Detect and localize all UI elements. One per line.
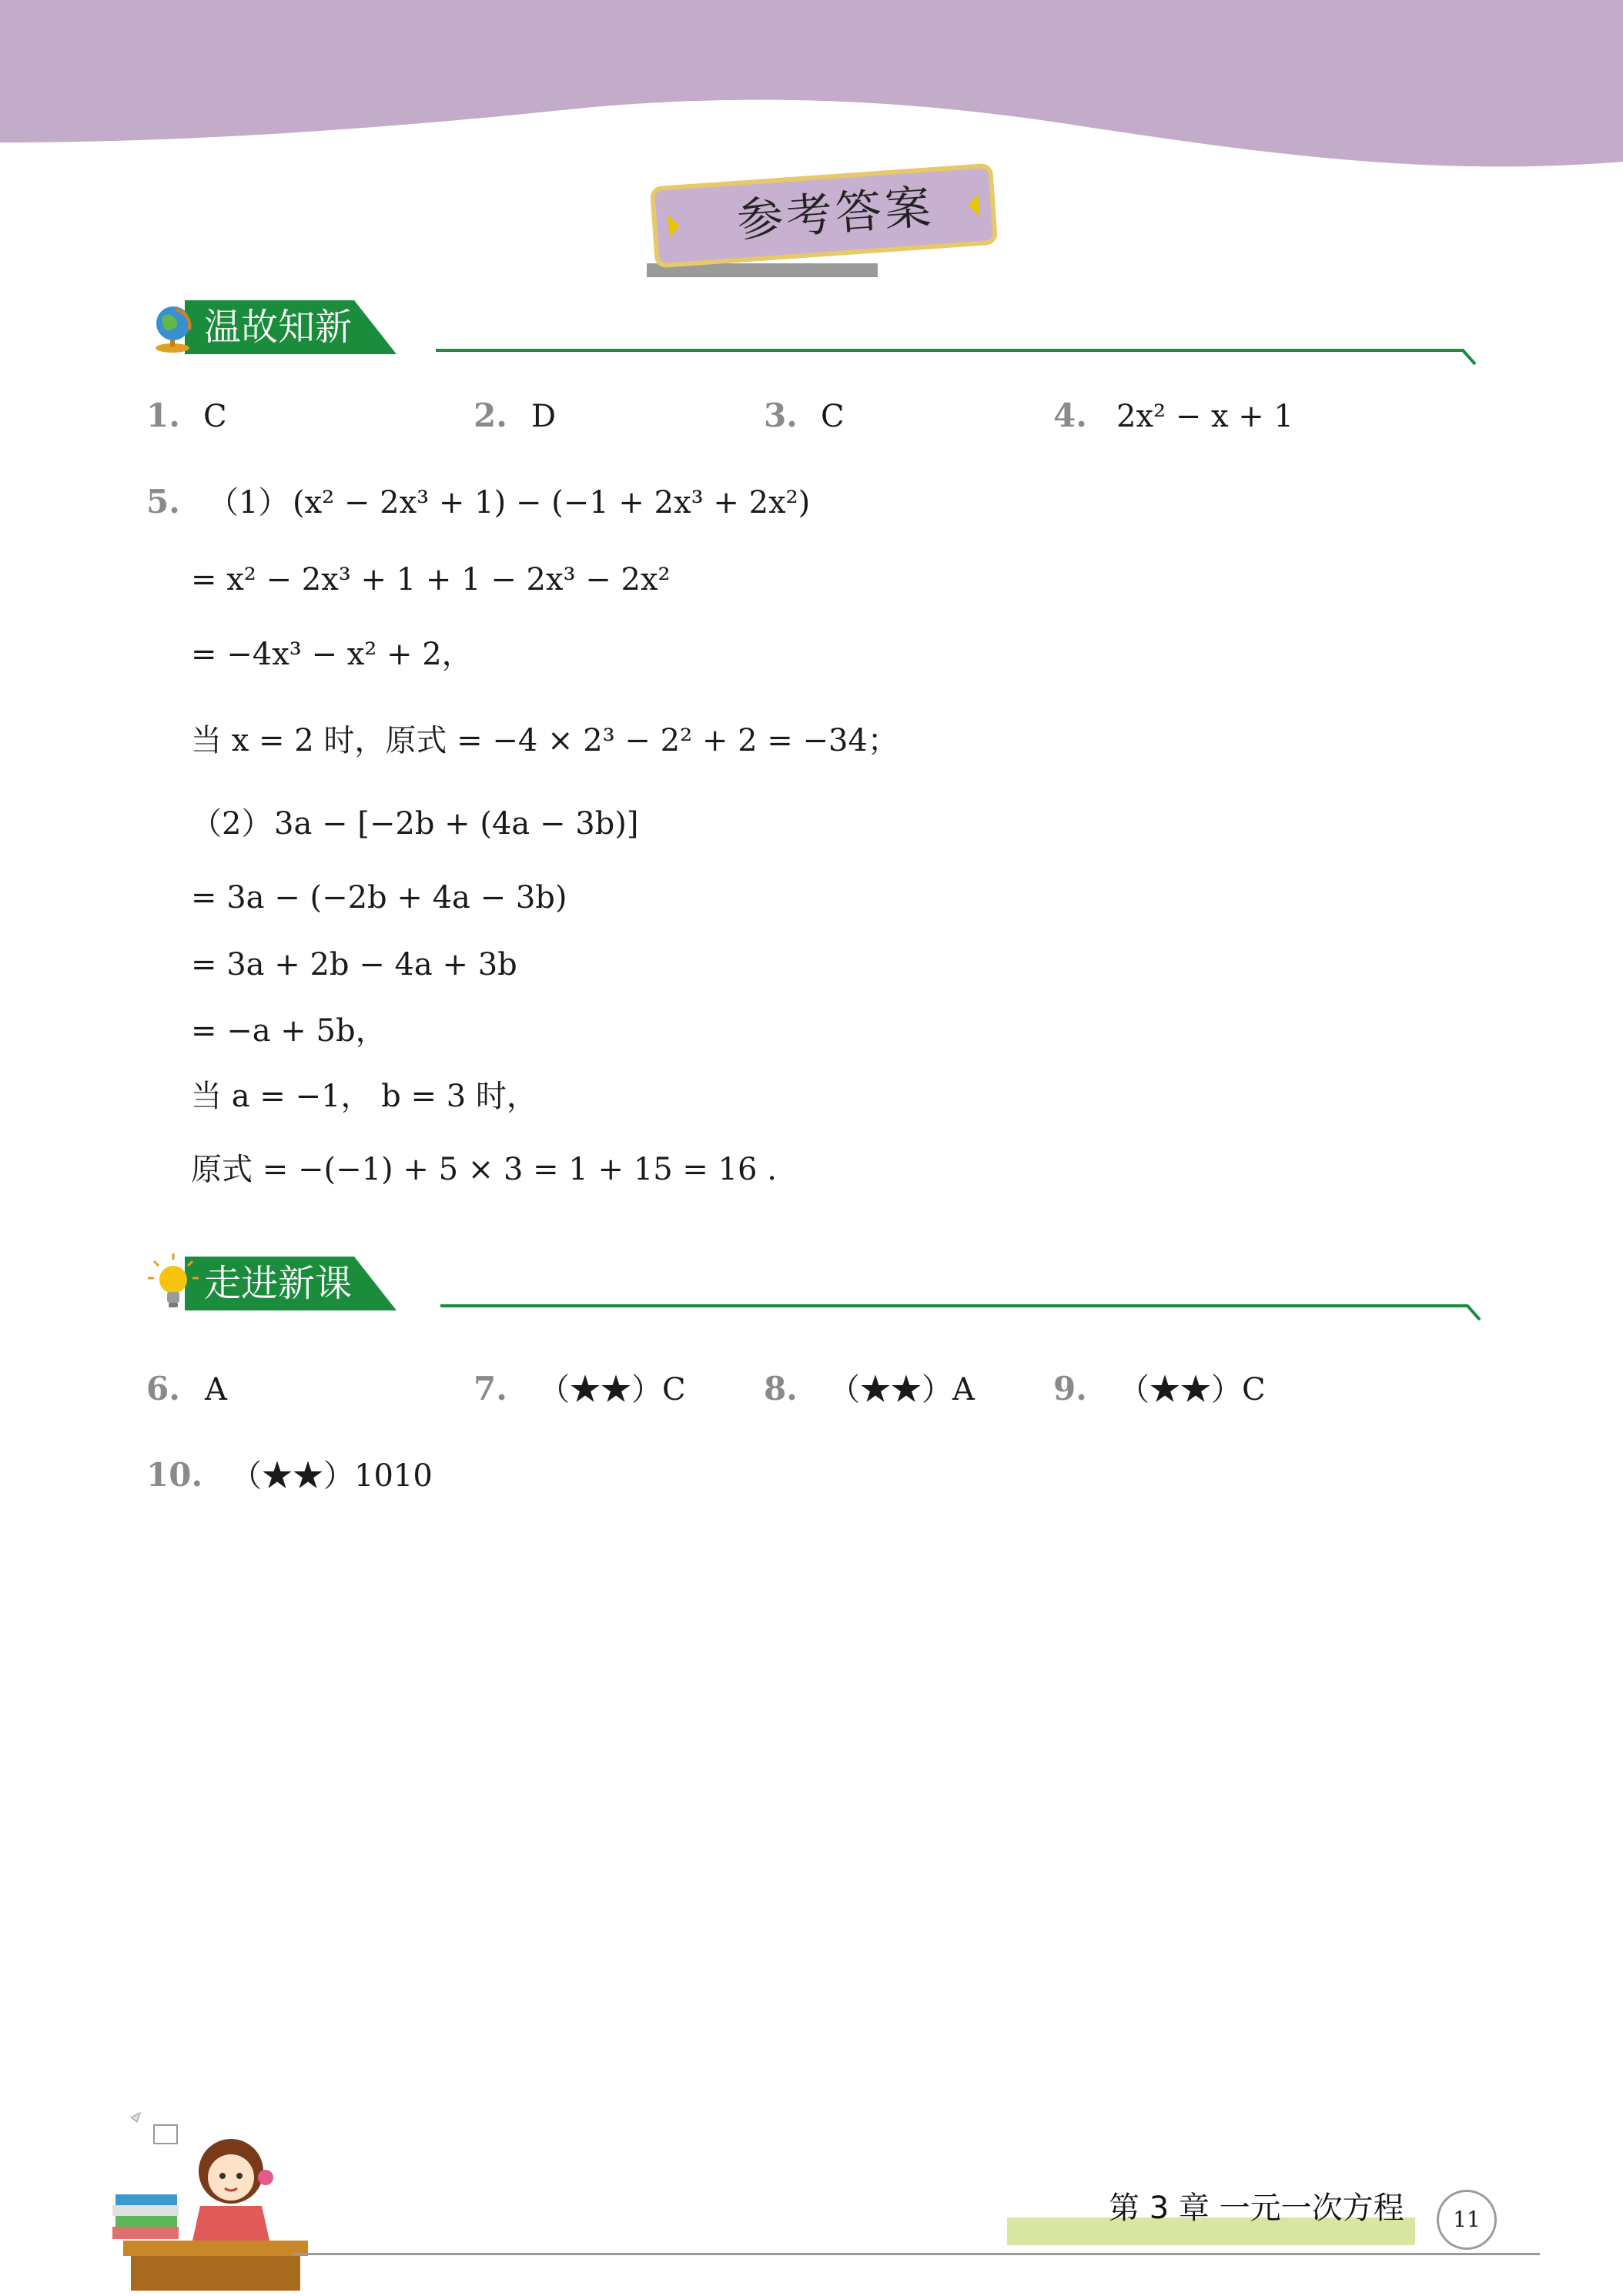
section-divider <box>436 1260 1483 1321</box>
answer: C <box>203 399 227 434</box>
question-number: 1. <box>146 397 180 434</box>
section-header-new-lesson <box>0 1257 1623 1310</box>
question-number: 7. <box>474 1370 507 1407</box>
answer: （★★）C <box>1119 1372 1266 1407</box>
page-number: 11 <box>1437 2190 1497 2250</box>
math-step: 当 a = −1， b = 3 时， <box>191 1079 537 1114</box>
globe-icon <box>146 300 200 354</box>
question-number: 6. <box>146 1370 180 1407</box>
math-step: = −a + 5b， <box>191 1013 387 1049</box>
section-title: 温故知新 <box>204 306 353 349</box>
answer: （★★）1010 <box>231 1458 433 1494</box>
question-number: 8. <box>764 1370 798 1407</box>
question-number: 3. <box>764 397 798 434</box>
math-step: = 3a + 2b − 4a + 3b <box>191 947 517 982</box>
girl-with-books-illustration <box>108 2110 323 2291</box>
section-divider <box>431 304 1478 366</box>
question-number: 4. <box>1053 397 1087 434</box>
page-title: 参考答案 <box>735 180 936 248</box>
footer-line <box>293 2253 1540 2255</box>
question-number: 5. <box>146 483 180 520</box>
math-step: = x² − 2x³ + 1 + 1 − 2x³ − 2x² <box>191 562 671 597</box>
part-label: （1） <box>208 485 289 520</box>
question-number: 9. <box>1053 1370 1087 1407</box>
answer: （★★）A <box>829 1372 975 1407</box>
section-header-review <box>0 300 1623 354</box>
header-wave <box>0 0 1623 177</box>
math-step: = −4x³ − x² + 2， <box>191 637 473 672</box>
answer: （★★）C <box>539 1372 686 1407</box>
answer-expression: 2x² − x + 1 <box>1116 399 1293 434</box>
part-label: （2） <box>191 806 273 842</box>
math-expression: 3a − [−2b + (4a − 3b)] <box>274 806 639 842</box>
question-number: 10. <box>146 1456 203 1494</box>
lightbulb-icon <box>146 1252 200 1314</box>
section-title: 走进新课 <box>204 1262 353 1305</box>
math-step: 原式 = −(−1) + 5 × 3 = 1 + 15 = 16 . <box>191 1152 777 1187</box>
answer: C <box>821 399 845 434</box>
math-expression: (x² − 2x³ + 1) − (−1 + 2x³ + 2x²) <box>293 485 811 520</box>
answer: D <box>531 399 557 434</box>
question-number: 2. <box>474 397 507 434</box>
math-step: 当 x = 2 时，原式 = −4 × 2³ − 2² + 2 = −34； <box>191 723 899 758</box>
chapter-title: 第 3 章 一元一次方程 <box>1109 2191 1404 2226</box>
math-step: = 3a − (−2b + 4a − 3b) <box>191 880 567 915</box>
answer: A <box>205 1372 227 1407</box>
